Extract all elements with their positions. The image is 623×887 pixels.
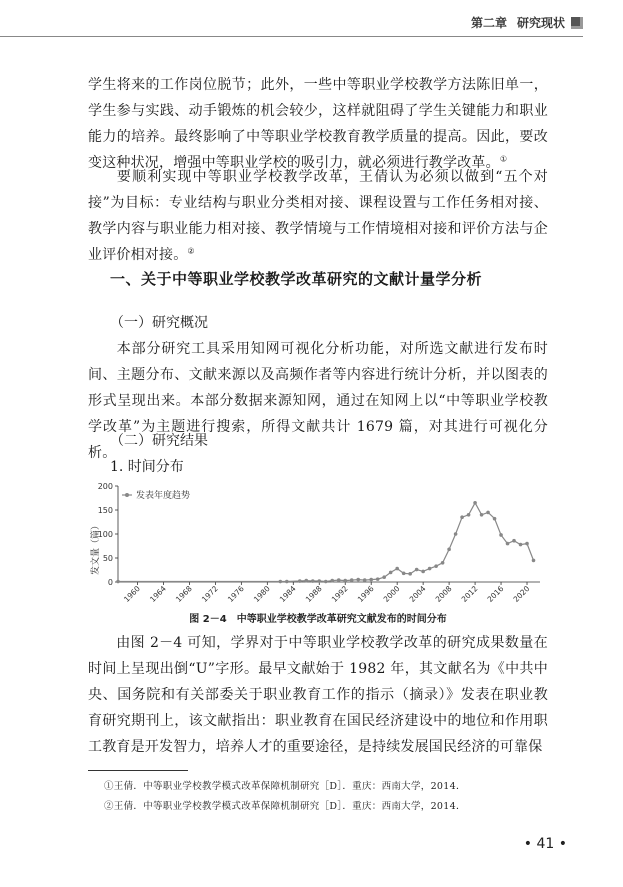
x-tick-label: 1976 <box>225 584 246 604</box>
data-point <box>486 511 490 515</box>
data-point <box>512 539 516 543</box>
data-point <box>460 515 464 519</box>
header-block-icon <box>571 17 583 29</box>
data-point <box>395 567 399 571</box>
legend-label: 发表年度趋势 <box>136 491 191 501</box>
data-point <box>311 579 315 583</box>
x-tick-label: 1968 <box>173 584 194 604</box>
running-header <box>471 14 583 31</box>
x-tick-label: 1972 <box>199 584 220 604</box>
footnote-ref-2[interactable]: ② <box>187 246 195 256</box>
data-point <box>454 532 458 536</box>
data-point <box>473 501 477 505</box>
y-axis-label: 发文量（篇） <box>91 520 101 576</box>
data-point <box>493 517 497 521</box>
data-point <box>428 567 432 571</box>
data-point <box>532 559 536 563</box>
x-tick-label: 1964 <box>147 584 168 604</box>
footnote-2: ②王倩．中等职业学校教学模式改革保障机制研究［D］．重庆：西南大学，2014． <box>104 801 466 812</box>
data-point <box>324 580 328 584</box>
data-point <box>389 571 393 575</box>
page-number: • 41 • <box>523 836 567 852</box>
subheading-time-distribution: 1. 时间分布 <box>110 459 184 475</box>
paragraph-4 <box>88 630 548 760</box>
data-point <box>506 542 510 546</box>
data-point <box>519 543 523 547</box>
x-tick-label: 2004 <box>407 584 428 604</box>
data-point <box>467 513 471 517</box>
paragraph-1 <box>88 72 548 176</box>
subsection-heading-overview: （一）研究概况 <box>110 315 208 331</box>
x-tick-label: 1992 <box>329 584 350 604</box>
data-point <box>408 572 412 576</box>
data-point <box>330 579 334 583</box>
x-tick-label: 1980 <box>251 584 272 604</box>
data-point <box>447 548 451 552</box>
data-point <box>382 575 386 579</box>
publication-trend-chart <box>88 478 548 608</box>
footnote-ref-1[interactable]: ① <box>499 154 508 164</box>
x-tick-label: 1988 <box>303 584 324 604</box>
data-point <box>337 578 341 582</box>
paragraph-1-text: 学生将来的工作岗位脱节；此外，一些中等职业学校教学方法陈旧单一，学生参与实践、动手锻炼的机会较少，这样就阻碍了学生关键能力和职业能力的培养。最终影响了中等职业学校教育教学质量的提高。因此，要改变这种状况，增强中等职业学校的吸引力，就必须进行教学改革。 <box>88 77 548 171</box>
section-heading: 一、关于中等职业学校教学改革研究的文献计量学分析 <box>110 270 483 288</box>
x-tick-label: 1960 <box>122 584 142 604</box>
data-point <box>279 580 283 584</box>
y-tick-label: 50 <box>102 554 113 563</box>
y-tick-label: 0 <box>107 578 113 587</box>
data-point <box>441 561 445 565</box>
y-tick-label: 150 <box>97 506 113 515</box>
footnote-1: ①王倩．中等职业学校教学模式改革保障机制研究［D］．重庆：西南大学，2014． <box>104 781 466 792</box>
chapter-title: 研究现状 <box>516 16 565 30</box>
data-point <box>499 533 503 537</box>
paragraph-4-text: 由图 2－4 可知，学界对于中等职业学校教学改革的研究成果数量在时间上呈现出倒“U”字形。最早文献始于 1982 年，其文献名为《中共中央、国务院和有关部委关于职业教育工作的指示（摘录）》发表在职业教育研究期刊上，该文献指出：职业教育在国民经济建设中的地位和作用职工教育是开发智力，培养人才的重要途径，是持续发展国民经济的可靠保 <box>88 635 548 755</box>
data-point <box>317 579 321 583</box>
x-tick-label: 1984 <box>277 584 298 604</box>
x-tick-label: 2020 <box>511 584 532 604</box>
x-tick-label: 1996 <box>355 584 376 604</box>
data-point <box>402 572 406 576</box>
data-point <box>434 564 438 568</box>
data-point <box>363 578 367 582</box>
header-rule <box>0 36 583 37</box>
series-line <box>118 503 534 582</box>
y-tick-label: 100 <box>97 530 113 539</box>
data-point <box>525 542 529 546</box>
chapter-label: 第二章 <box>470 16 507 30</box>
x-tick-label: 2012 <box>459 584 480 604</box>
figure-caption: 图 2－4 中等职业学校教学改革研究文献发布的时间分布 <box>189 614 447 625</box>
data-point <box>421 570 425 574</box>
paragraph-2-text: 要顺利实现中等职业学校教学改革，王倩认为必须以做到“五个对接”为目标：专业结构与职业分类相对接、课程设置与工作任务相对接、教学内容与职业能力相对接、教学情境与工作情境相对接和评价方法与企业评价相对接。 <box>88 169 548 263</box>
x-tick-label: 2008 <box>433 584 454 604</box>
data-point <box>304 579 308 583</box>
data-point <box>415 568 419 572</box>
y-tick-label: 200 <box>97 482 113 491</box>
data-point <box>298 579 302 583</box>
data-point <box>116 580 120 584</box>
data-point <box>285 580 289 584</box>
chart-legend <box>122 489 190 501</box>
x-tick-label: 2000 <box>381 584 402 604</box>
data-point <box>350 578 354 582</box>
data-point <box>343 579 347 583</box>
data-point <box>369 578 373 582</box>
data-point <box>376 577 380 581</box>
paragraph-3-text: 本部分研究工具采用知网可视化分析功能，对所选文献进行发布时间、主题分布、文献来源以及高频作者等内容进行统计分析，并以图表的形式呈现出来。本部分数据来源知网，通过在知网上以“中等职业学校教学改革”为主题进行搜索，所得文献共计 1679 篇，对其进行可视化分析。 <box>88 341 548 461</box>
data-point <box>480 513 484 517</box>
x-tick-label: 2016 <box>485 584 506 604</box>
paragraph-2 <box>88 164 548 268</box>
footnote-rule <box>88 770 188 771</box>
subsection-heading-results: （二）研究结果 <box>110 433 208 449</box>
data-point <box>356 578 360 582</box>
